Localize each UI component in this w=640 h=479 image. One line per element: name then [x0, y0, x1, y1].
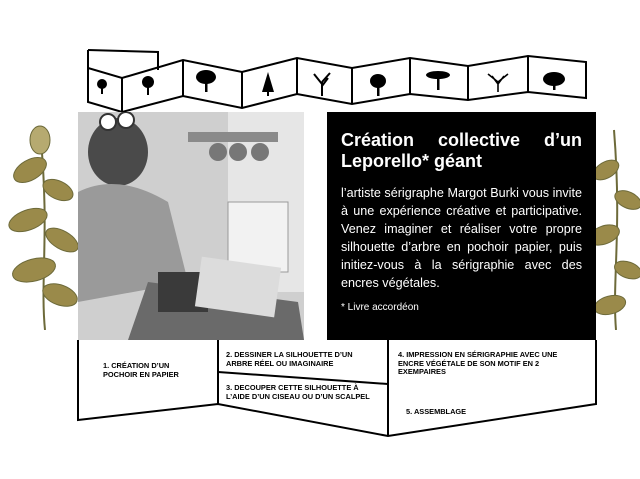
info-title: Création collective d’un Leporello* géant [341, 130, 582, 171]
info-description: l’artiste sérigraphe Margot Burki vous invite à une expérience créative et participative. Venez imaginer et réaliser votre propre silhouette d’arbre en pochoir papier, puis initiez-vous à la sérigraphie avec des encres végétales. [341, 186, 582, 290]
step-4: 4. IMPRESSION EN SÉRIGRAPHIE AVEC UNE ENCRE VÉGÉTALE DE SON MOTIF EN 2 EXEMPAIRES [398, 350, 558, 377]
step-1: 1. CRÉATION D’UN POCHOIR EN PAPIER [103, 361, 179, 379]
step-5: 5. ASSEMBLAGE [406, 407, 467, 416]
step-2: 2. DESSINER LA SILHOUETTE D’UN ARBRE RÉEL OU IMAGINAIRE [226, 350, 353, 368]
step-3: 3. DECOUPER CETTE SILHOUETTE À L’AIDE D’UN CISEAU OU D’UN SCALPEL [226, 383, 370, 401]
info-footnote: * Livre accordéon [341, 302, 419, 313]
